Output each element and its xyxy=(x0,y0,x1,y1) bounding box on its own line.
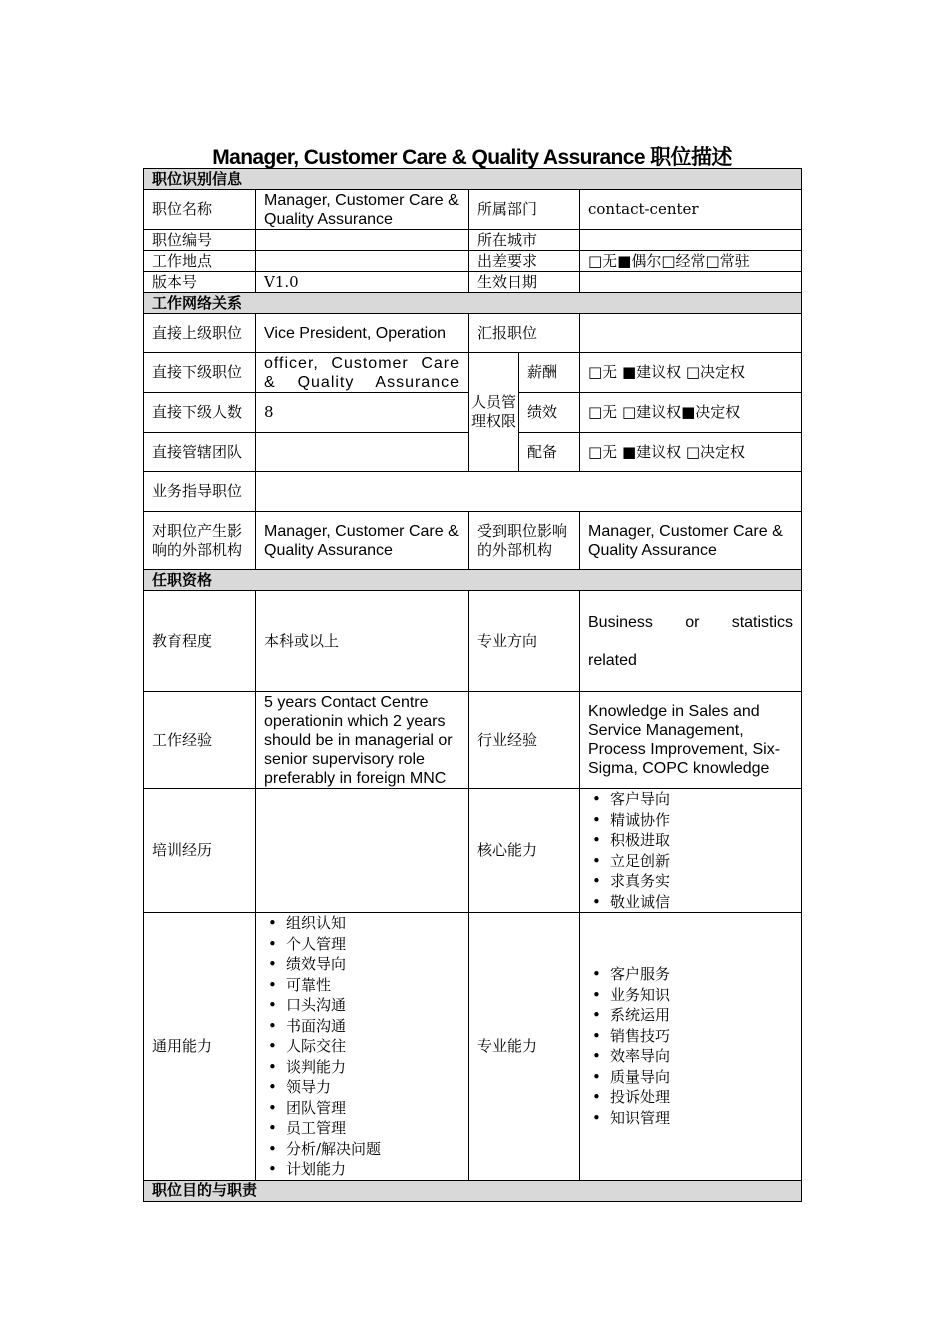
subordinate-label: 直接下级职位 xyxy=(144,353,256,393)
version-label: 版本号 xyxy=(144,272,256,293)
staffing-value: □无 ■建议权 □决定权 xyxy=(580,433,802,472)
list-item: • 业务知识 xyxy=(590,985,797,1006)
list-item: • 客户导向 xyxy=(590,789,797,810)
list-item: • 效率导向 xyxy=(590,1046,797,1067)
major-label: 专业方向 xyxy=(469,591,580,692)
list-item: • 质量导向 xyxy=(590,1067,797,1088)
list-item: • 精诚协作 xyxy=(590,810,797,831)
list-item: • 领导力 xyxy=(266,1077,464,1098)
team-value xyxy=(256,433,469,472)
staffing-label: 配备 xyxy=(519,433,580,472)
education-label: 教育程度 xyxy=(144,591,256,692)
hr-authority-label: 人员管理权限 xyxy=(469,353,519,472)
performance-value: □无 □建议权■决定权 xyxy=(580,393,802,433)
city-label: 所在城市 xyxy=(469,230,580,251)
list-item: • 知识管理 xyxy=(590,1108,797,1129)
list-item: • 员工管理 xyxy=(266,1118,464,1139)
performance-label: 绩效 xyxy=(519,393,580,433)
general-ability-list xyxy=(260,913,464,1180)
subordinate-count-value: 8 xyxy=(256,393,469,433)
external-influence-value: Manager, Customer Care & Quality Assurance xyxy=(256,512,469,570)
general-ability-list-cell xyxy=(256,913,469,1181)
list-item: • 组织认知 xyxy=(266,913,464,934)
list-item: • 人际交往 xyxy=(266,1036,464,1057)
industry-value: Knowledge in Sales and Service Management, Process Improvement, Six-Sigma, COPC knowledge xyxy=(580,692,802,789)
major-value xyxy=(580,591,802,692)
position-name-label: 职位名称 xyxy=(144,190,256,230)
job-description-table xyxy=(143,168,802,1202)
list-item: • 可靠性 xyxy=(266,975,464,996)
list-item: • 系统运用 xyxy=(590,1005,797,1026)
travel-value: □无■偶尔□经常□常驻 xyxy=(580,251,802,272)
subordinate-value: officer, Customer Care & Quality Assurance xyxy=(256,353,469,393)
effective-date-value xyxy=(580,272,802,293)
list-item: • 客户服务 xyxy=(590,964,797,985)
professional-ability-list xyxy=(584,964,797,1128)
section-header-identification: 职位识别信息 xyxy=(144,169,802,190)
subordinate-count-label: 直接下级人数 xyxy=(144,393,256,433)
list-item: • 口头沟通 xyxy=(266,995,464,1016)
section-header-network: 工作网络关系 xyxy=(144,293,802,314)
position-code-label: 职位编号 xyxy=(144,230,256,251)
professional-ability-label: 专业能力 xyxy=(469,913,580,1181)
list-item: • 积极进取 xyxy=(590,830,797,851)
industry-label: 行业经验 xyxy=(469,692,580,789)
salary-value: □无 ■建议权 □决定权 xyxy=(580,353,802,393)
department-label: 所属部门 xyxy=(469,190,580,230)
external-influence-label: 对职位产生影响的外部机构 xyxy=(144,512,256,570)
list-item: • 敬业诚信 xyxy=(590,892,797,913)
document-title: Manager, Customer Care & Quality Assurance 职位描述 xyxy=(212,146,732,169)
core-ability-list-cell xyxy=(580,789,802,913)
list-item: • 绩效导向 xyxy=(266,954,464,975)
training-value xyxy=(256,789,469,913)
version-value: V1.0 xyxy=(256,272,469,293)
superior-label: 直接上级职位 xyxy=(144,314,256,353)
list-item: • 团队管理 xyxy=(266,1098,464,1119)
professional-ability-list-cell xyxy=(580,913,802,1181)
travel-label: 出差要求 xyxy=(469,251,580,272)
general-ability-label: 通用能力 xyxy=(144,913,256,1181)
list-item: • 分析/解决问题 xyxy=(266,1139,464,1160)
location-label: 工作地点 xyxy=(144,251,256,272)
list-item: • 计划能力 xyxy=(266,1159,464,1180)
city-value xyxy=(580,230,802,251)
position-code-value xyxy=(256,230,469,251)
report-value xyxy=(580,314,802,353)
major-value-line-2: related xyxy=(588,651,637,669)
position-name-value: Manager, Customer Care & Quality Assurance xyxy=(256,190,469,230)
list-item: • 销售技巧 xyxy=(590,1026,797,1047)
external-influenced-value: Manager, Customer Care & Quality Assurance xyxy=(580,512,802,570)
salary-label: 薪酬 xyxy=(519,353,580,393)
team-label: 直接管辖团队 xyxy=(144,433,256,472)
list-item: • 投诉处理 xyxy=(590,1087,797,1108)
superior-value: Vice President, Operation xyxy=(256,314,469,353)
experience-value: 5 years Contact Centre operationin which 2 years should be in managerial or senior supervisory role preferably in foreign MNC xyxy=(256,692,469,789)
external-influenced-label: 受到职位影响的外部机构 xyxy=(469,512,580,570)
list-item: • 书面沟通 xyxy=(266,1016,464,1037)
guidance-value xyxy=(256,472,802,512)
list-item: • 谈判能力 xyxy=(266,1057,464,1078)
training-label: 培训经历 xyxy=(144,789,256,913)
location-value xyxy=(256,251,469,272)
section-header-purpose: 职位目的与职责 xyxy=(144,1180,802,1201)
list-item: • 立足创新 xyxy=(590,851,797,872)
effective-date-label: 生效日期 xyxy=(469,272,580,293)
guidance-label: 业务指导职位 xyxy=(144,472,256,512)
list-item: • 个人管理 xyxy=(266,934,464,955)
core-ability-label: 核心能力 xyxy=(469,789,580,913)
department-value: contact-center xyxy=(580,190,802,230)
education-value: 本科或以上 xyxy=(256,591,469,692)
core-ability-list xyxy=(584,789,797,912)
section-header-qualification: 任职资格 xyxy=(144,570,802,591)
experience-label: 工作经验 xyxy=(144,692,256,789)
report-label: 汇报职位 xyxy=(469,314,580,353)
list-item: • 求真务实 xyxy=(590,871,797,892)
major-value-line-1: Business or statistics xyxy=(588,613,794,631)
